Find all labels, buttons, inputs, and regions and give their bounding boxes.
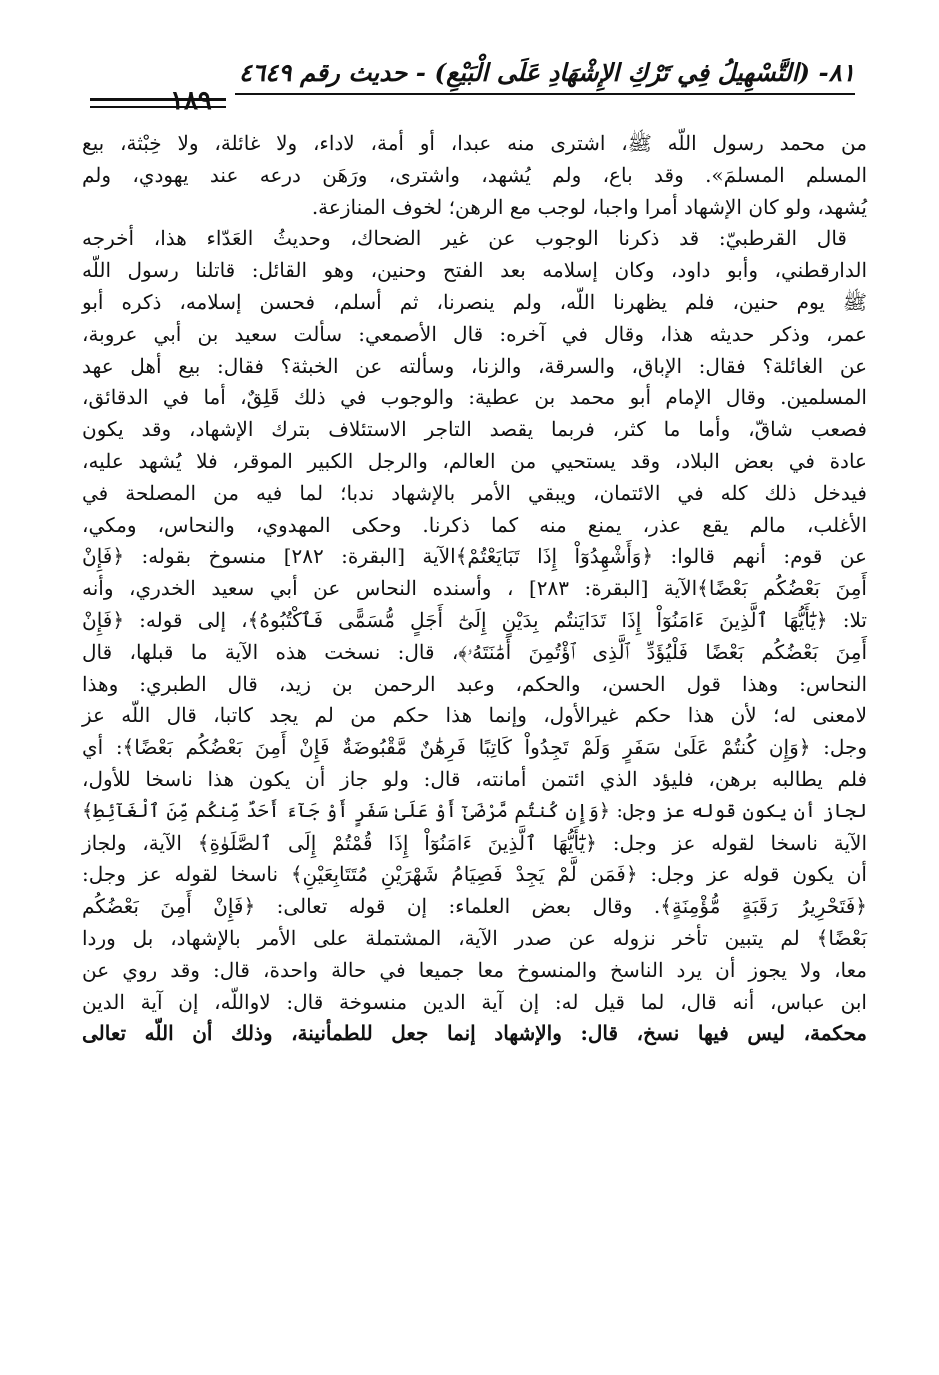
text-line: فلم يطالبه برهن، فليؤد الذي ائتمن أمانته، قال: ولو جاز أن يكون هذا ناسخا للأول، (82, 766, 867, 791)
text-line: يُشهد، ولو كان الإشهاد أمرا واجبا، لوجب مع الرهن؛ لخوف المنازعة. (311, 194, 867, 219)
text-line: لامعنى له؛ لأن هذا حكم غيرالأول، وإنما هذا حكم من لم يجد كاتبا، قال اللّه عز (82, 703, 867, 728)
text-line: ابن عباس، أنه قال، لما قيل له: إن آية الدين منسوخة قال: لاواللّه، إن آية الدين (82, 989, 867, 1014)
text-line: عادة في بعض البلاد، وقد يستحيي من العالم، والرجل الكبير الموقر، فلا يُشهد عليه، (82, 448, 867, 473)
text-line: أَمِنَ بَعْضُكُم بَعْضًا فَلْيُؤَدِّ ٱلَّذِى ٱؤْتُمِنَ أَمَٰنَتَهُۥ﴾، قال: نسخت هذه الآية ما قبلها، قال (82, 639, 867, 664)
text-line: محكمة، ليس فيها نسخ، قال: والإشهاد إنما جعل للطمأنينة، وذلك أن اللّه تعالى (82, 1021, 867, 1046)
page-number: ١٨٩ (170, 86, 212, 116)
text-line: فصعب شاقّ، وأما ما كثر، فربما يقصد التاجر الاستئلاف بترك الإشهاد، وقد يكون (82, 417, 867, 442)
running-header-title: ٨١- (التَّسْهِيلُ فِي تَرْكِ الإِشْهَادِ عَلَى الْبَيْعِ) - حديث رقم ٤٦٤٩ (238, 58, 855, 87)
text-line: المسلم المسلمَ». وقد باع، ولم يُشهد، واشترى، ورَهَن درعه عند يهودي، ولم (82, 162, 867, 187)
text-line: معا، ولا يجوز أن يرد الناسخ والمنسوخ معا جميعا في حالة واحدة، قال: وقد روي عن (82, 957, 867, 982)
text-line: أَمِنَ بَعْضُكُم بَعْضًا﴾الآية [البقرة: ٢٨٣] ، وأسنده النحاس عن أبي سعيد الخدري، وأنه (82, 576, 867, 601)
text-line: عمر، وذكر حديثه هذا، وقال في آخره: قال الأصمعي: سألت سعيد بن أبي عروبة، (82, 321, 867, 346)
text-line: ﴿فَتَحْرِيرُ رَقَبَةٍ مُّؤْمِنَةٍ﴾. وقال بعض العلماء: إن قوله تعالى: ﴿فَإِنْ أَمِنَ بَعْضُكُم (82, 894, 867, 919)
text-line: تلا: ﴿يَٰٓأَيُّهَا ٱلَّذِينَ ءَامَنُوٓاْ إِذَا تَدَايَنتُم بِدَيْنٍ إِلَىٰٓ أَجَلٍ مُّسَمًّى فَٱكْتُبُوهُ﴾، إلى قوله: ﴿فَإِنْ (82, 607, 867, 632)
page-number-rule-thin (90, 106, 226, 108)
text-line: ﷺ يوم حنين، فلم يظهرنا اللّه، ولم ينصرنا، ثم أسلم، فحسن إسلامه، ذكره أبو (82, 289, 867, 314)
header-rule (235, 93, 855, 95)
text-line: النحاس: وهذا قول الحسن، والحكم، وعبد الرحمن بن زيد، قال الطبري: وهذا (82, 671, 867, 696)
text-line: بَعْضًا﴾ لم يتبين تأخر نزوله عن صدر الآية، المشتملة على الأمر بالإشهاد، بل وردا (82, 925, 867, 950)
page-number-rule-thick (90, 98, 226, 101)
text-line: من محمد رسول اللّه ﷺ، اشترى منه عبدا، أو أمة، لاداء، ولا غائلة، ولا خِبْثة، بيع (82, 131, 867, 155)
text-line: المسلمين. وقال الإمام أبو محمد بن عطية: والوجوب في ذلك قَلِقٌ، أما في الدقائق، (82, 385, 867, 410)
text-line: الآية ناسخا لقوله عز وجل: ﴿يَٰٓأَيُّهَا ٱلَّذِينَ ءَامَنُوٓاْ إِذَا قُمْتُمْ إِلَى ٱلصَّلَوٰةِ﴾ الآية، ولجاز (82, 830, 867, 855)
text-line: الأغلب، مالم يقع عذر، يمنع منه كما ذكرنا. وحكى المهدوي، والنحاس، ومكي، (82, 512, 867, 537)
text-line: عن الغائلة؟ فقال: الإباق، والسرقة، والزنا، وسألته عن الخبثة؟ فقال: بيع أهل عهد (82, 353, 867, 378)
text-line: أن يكون قوله عز وجل: ﴿فَمَن لَّمْ يَجِدْ فَصِيَامُ شَهْرَيْنِ مُتَتَابِعَيْنِ﴾ ناسخا لقوله عز وجل: (82, 862, 867, 887)
text-line: الدارقطني، وأبو داود، وكان إسلامه بعد الفتح وحنين، وهو القائل: قاتلنا رسول اللّه (82, 258, 867, 283)
text-line: فيدخل ذلك كله في الائتمان، ويبقي الأمر بالإشهاد ندبا؛ لما فيه من المصلحة في (82, 480, 867, 505)
text-line: وجل: ﴿وَإِن كُنتُمْ عَلَىٰ سَفَرٍ وَلَمْ تَجِدُواْ كَاتِبًا فَرِهَٰنٌ مَّقْبُوضَةٌ فَإِنْ أَمِنَ بَعْضُكُم بَعْضًا﴾: أي (82, 735, 867, 760)
body-text (82, 128, 867, 1050)
text-line: عن قوم: أنهم قالوا: ﴿وَأَشْهِدُوٓاْ إِذَا تَبَايَعْتُمْ﴾الآية [البقرة: ٢٨٢] منسوخ بقوله: ﴿فَإِنْ (82, 544, 867, 569)
text-line: لجاز أن يكون قوله عز وجل: ﴿وَإِن كُنتُم مَّرْضَىٰٓ أَوْ عَلَىٰ سَفَرٍ أَوْ جَآءَ أَحَدٌ مِّنكُم مِّنَ ٱلْغَآئِطِ﴾ (82, 799, 867, 822)
text-line: قال القرطبيّ: قد ذكرنا الوجوب عن غير الضحاك، وحديثُ العَدّاء هذا، أخرجه (82, 226, 847, 251)
